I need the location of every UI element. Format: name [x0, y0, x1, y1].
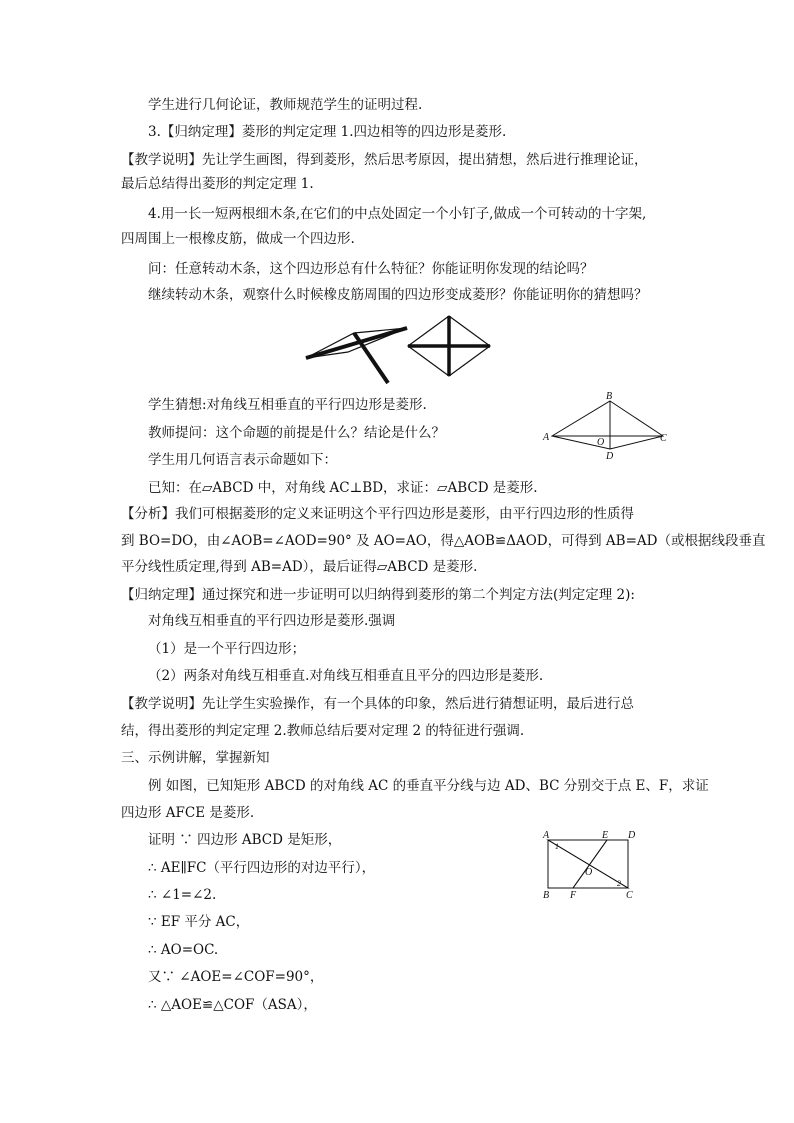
label-o: O [585, 867, 593, 878]
label-d: D [628, 830, 636, 841]
rhombus-figure [543, 391, 683, 462]
label-o: O [597, 437, 605, 448]
text-line: 【教学说明】先让学生画图，得到菱形，然后思考原因，提出猜想，然后进行推理论证， [121, 152, 648, 168]
label-angle-1: 1 [555, 842, 559, 851]
text-line: 3.【归纳定理】菱形的判定定理 1.四边相等的四边形是菱形. [148, 124, 507, 140]
text-line: 继续转动木条，观察什么时候橡皮筋周围的四边形变成菱形？你能证明你的猜想吗？ [148, 287, 648, 303]
text-line: （1）是一个平行四边形； [148, 641, 306, 657]
text-line: ∴ △AOE≌△COF（ASA）， [148, 997, 317, 1013]
label-e: E [602, 830, 609, 841]
text-line: 结，得出菱形的判定定理 2.教师总结后要对定理 2 的特征进行强调. [121, 723, 525, 739]
text-line: 四边形 AFCE 是菱形. [121, 805, 255, 821]
label-f: F [570, 890, 577, 901]
text-line: 又∵ ∠AOE=∠COF=90°， [148, 969, 324, 985]
text-line: 学生用几何语言表示命题如下： [148, 452, 337, 468]
cross-frame-figure [300, 316, 500, 386]
text-line: 最后总结得出菱形的判定定理 1. [121, 176, 314, 192]
text-line: 证明 ∵ 四边形 ABCD 是矩形， [148, 832, 342, 848]
text-line: （2）两条对角线互相垂直.对角线互相垂直且平分的四边形是菱形. [148, 668, 544, 684]
text-line: 四周围上一根橡皮筋，做成一个四边形. [121, 231, 355, 247]
label-angle-2: 2 [617, 879, 621, 888]
text-line: 学生进行几何论证，教师规范学生的证明过程. [148, 97, 423, 113]
text-line: 教师提问：这个命题的前提是什么？结论是什么？ [148, 425, 445, 441]
text-line: 【分析】我们可根据菱形的定义来证明这个平行四边形是菱形，由平行四边形的性质得 [121, 506, 634, 522]
label-b: B [606, 391, 613, 402]
text-line: ∴ AE∥FC（平行四边形的对边平行）， [148, 860, 376, 876]
label-b: B [543, 890, 550, 901]
text-line: 已知：在▱ABCD 中，对角线 AC⊥BD，求证：▱ABCD 是菱形. [148, 480, 538, 496]
text-line: 到 BO=DO，由∠AOB=∠AOD=90° 及 AO=AO，得△AOB≌ΔAOD，可得到 AB=AD（或根据线段垂直 [121, 533, 766, 549]
label-a: A [543, 432, 550, 443]
text-line: 【教学说明】先让学生实验操作，有一个具体的印象，然后进行猜想证明，最后进行总 [121, 696, 634, 712]
section-heading: 三、示例讲解，掌握新知 [121, 750, 270, 766]
text-line: 平分线性质定理,得到 AB=AD），最后证得▱ABCD 是菱形. [121, 559, 478, 575]
label-c: C [626, 890, 633, 901]
rectangle-figure [540, 830, 650, 900]
text-line: 例 如图，已知矩形 ABCD 的对角线 AC 的垂直平分线与边 AD、BC 分别交于点 E、F，求证 [148, 778, 709, 794]
text-line: 问：任意转动木条，这个四边形总有什么特征？你能证明你发现的结论吗？ [148, 261, 594, 277]
text-line: 4.用一长一短两根细木条,在它们的中点处固定一个小钉子,做成一个可转动的十字架, [148, 206, 647, 222]
text-line: ∴ ∠1=∠2. [148, 887, 217, 903]
label-a: A [543, 830, 550, 841]
text-line: 学生猜想:对角线互相垂直的平行四边形是菱形. [148, 397, 427, 413]
quadrilateral-rotated [306, 328, 407, 383]
label-d: D [606, 451, 614, 462]
text-line: ∵ EF 平分 AC， [148, 914, 250, 930]
rhombus-cross [408, 316, 490, 376]
text-line: ∴ AO=OC. [148, 942, 219, 958]
label-c: C [660, 433, 667, 444]
text-line: 【归纳定理】通过探究和进一步证明可以归纳得到菱形的第二个判定方法(判定定理 2): [121, 587, 635, 603]
text-line: 对角线互相垂直的平行四边形是菱形.强调 [148, 613, 396, 629]
